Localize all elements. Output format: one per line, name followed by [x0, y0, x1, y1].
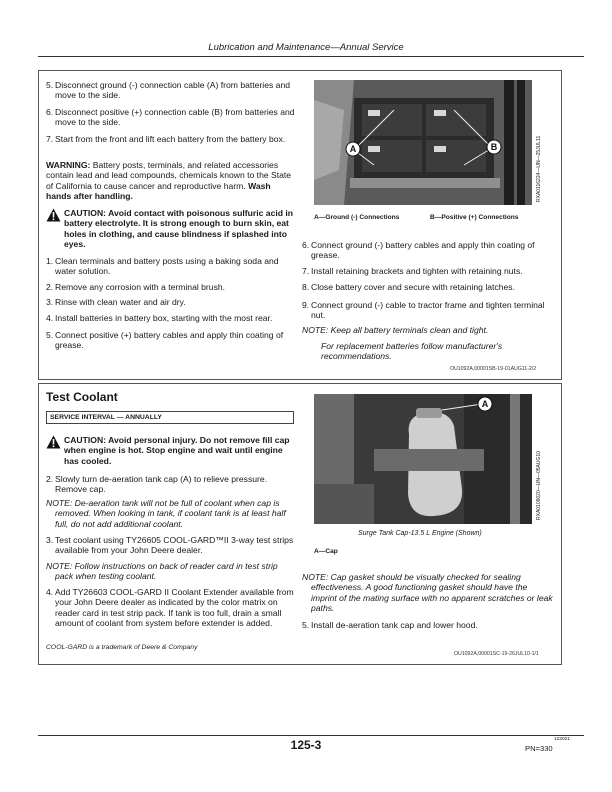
page-number: 125-3: [290, 738, 322, 752]
note-text: NOTE: De-aeration tank will not be full of coolant when cap is removed. When looking in tank, if coolant tank is at least half full, do not add additional coolant.: [46, 498, 286, 529]
step-9-connect-frame: [302, 300, 554, 321]
part-number: PN=330: [525, 744, 553, 753]
service-interval-label: SERVICE INTERVAL — ANNUALLY: [46, 411, 294, 424]
step-text: Add TY26603 COOL-GARD II Coolant Extender available from your John Deere dealer as indicated by the color matrix on reader card in test strip pack. If tank is too full, drain a small amount of coolant from system before extender is added.: [55, 587, 294, 629]
legend-ground-connections: A—Ground (-) Connections: [314, 214, 400, 221]
step-5-connect-positive: [46, 330, 296, 351]
step-3-rinse: [46, 297, 296, 307]
caution-hot-engine: [46, 435, 296, 466]
step-text: Disconnect positive (+) connection cable (B) from batteries and move to the side.: [55, 107, 295, 128]
step-8-close-cover: [302, 282, 554, 292]
warning-text: Battery posts, terminals, and related accessories contain lead and lead compounds, chemicals known to the State of California to cause cancer and reproductive harm.: [46, 160, 292, 191]
section-title: Test Coolant: [46, 390, 118, 404]
step-text: Remove any corrosion with a terminal brush.: [55, 282, 226, 292]
note-cap-gasket: [302, 572, 554, 614]
caution-text: CAUTION: Avoid contact with poisonous sulfuric acid in battery electrolyte. It is strong enough to burn skin, eat holes in clothing, and cause blindness if splashed into eyes.: [64, 208, 294, 250]
warning-label: WARNING:: [46, 160, 91, 170]
step-6-connect-ground: [302, 240, 554, 261]
step-text: Test coolant using TY26605 COOL-GARD™II 3-way test strips available from your John Deere dealer.: [55, 535, 294, 556]
step-number: 6.: [46, 107, 54, 117]
section2-reference: OU1092A,00001SC-19-26JUL10-1/1: [454, 651, 539, 657]
section1-reference: OU1092A,00001SB-19-01AUG11-2/2: [450, 366, 537, 372]
header-rule: [38, 56, 584, 57]
step-text: Connect ground (-) cable to tractor frame and tighten terminal nut.: [311, 300, 545, 321]
callout-a-label: A: [349, 144, 357, 154]
step-number: 5.: [46, 330, 54, 340]
battery-box-illustration: [314, 80, 532, 205]
step-4-install-batteries: [46, 313, 302, 323]
step-number: 7.: [302, 266, 310, 276]
step-2-remove-corrosion: [46, 282, 296, 292]
step-text: Connect positive (+) battery cables and apply thin coating of grease.: [55, 330, 284, 351]
caution-text: CAUTION: Avoid personal injury. Do not remove fill cap when engine is hot. Stop engine and wait until engine has cooled.: [64, 435, 290, 466]
surge-tank-illustration: [314, 394, 532, 524]
step-2-turn-cap: [46, 474, 296, 495]
warning-paragraph: [46, 160, 296, 202]
step-number: 5.: [302, 620, 310, 630]
legend-cap: A—Cap: [314, 548, 338, 555]
step-text: Install batteries in battery box, starting with the most rear.: [55, 313, 273, 323]
step-number: 2.: [46, 282, 54, 292]
surge-tank-caption: Surge Tank Cap-13.5 L Engine (Shown): [358, 530, 482, 537]
step-6-disconnect-positive: [46, 107, 296, 128]
callout-a-label: A: [481, 399, 489, 409]
step-number: 3.: [46, 297, 54, 307]
note-tank-level: [46, 498, 298, 529]
battery-box-photo: [314, 80, 532, 205]
battery-photo-ref: RXA0116224—UN—25JUL11: [536, 135, 542, 202]
step-number: 7.: [46, 134, 54, 144]
step-text: Clean terminals and battery posts using a baking soda and water solution.: [55, 256, 279, 277]
step-1-clean-terminals: [46, 256, 296, 277]
step-number: 6.: [302, 240, 310, 250]
step-number: 4.: [46, 587, 54, 597]
surge-tank-photo-ref: RXA0109620—UN—05AUG10: [536, 451, 542, 520]
note-text: NOTE: Follow instructions on back of reader card in test strip pack when testing coolant.: [46, 561, 278, 582]
trademark-note: COOL-GARD is a trademark of Deere & Company: [46, 644, 198, 651]
callout-b-label: B: [490, 142, 498, 152]
note-text: NOTE: Cap gasket should be visually checked for sealing effectiveness. A good functioning gasket should have the imprint of the mating surface with no apparent scratches or leak paths.: [302, 572, 553, 614]
warning-emphasis: Wash hands after handling.: [46, 180, 271, 202]
step-3-test-coolant: [46, 535, 298, 556]
step-number: 3.: [46, 535, 54, 545]
footer-rule: [38, 735, 584, 736]
note-reader-card: [46, 561, 298, 582]
warning-triangle-icon: [46, 208, 61, 224]
note-terminals-clean: NOTE: Keep all battery terminals clean and tight.: [302, 325, 489, 335]
step-text: Rinse with clean water and air dry.: [55, 297, 186, 307]
step-7-lift-battery: [46, 134, 296, 144]
step-text: Connect ground (-) battery cables and apply thin coating of grease.: [311, 240, 535, 261]
step-number: 9.: [302, 300, 310, 310]
step-number: 2.: [46, 474, 54, 484]
step-number: 8.: [302, 282, 310, 292]
surge-tank-photo: [314, 394, 532, 524]
step-number: 4.: [46, 313, 54, 323]
step-number: 1.: [46, 256, 54, 266]
step-5-disconnect-ground: [46, 80, 296, 101]
step-text: Install retaining brackets and tighten with retaining nuts.: [311, 266, 523, 276]
step-text: Start from the front and lift each battery from the battery box.: [55, 134, 286, 144]
step-text: Close battery cover and secure with retaining latches.: [311, 282, 515, 292]
step-text: Install de-aeration tank cap and lower hood.: [311, 620, 478, 630]
step-5-install-cap: [302, 620, 554, 630]
caution-acid: [46, 208, 296, 250]
warning-triangle-icon: [46, 435, 61, 451]
running-header: Lubrication and Maintenance—Annual Service: [208, 42, 404, 53]
step-text: Disconnect ground (-) connection cable (A) from batteries and move to the side.: [55, 80, 291, 101]
legend-positive-connections: B—Positive (+) Connections: [430, 214, 519, 221]
step-7-install-brackets: [302, 266, 554, 276]
note-replacement-batteries: For replacement batteries follow manufacturer's recommendations.: [321, 341, 503, 362]
step-number: 5.: [46, 80, 54, 90]
step-text: Slowly turn de-aeration tank cap (A) to relieve pressure. Remove cap.: [55, 474, 268, 495]
footer-code: 122021: [554, 737, 571, 742]
step-4-add-extender: [46, 587, 298, 629]
